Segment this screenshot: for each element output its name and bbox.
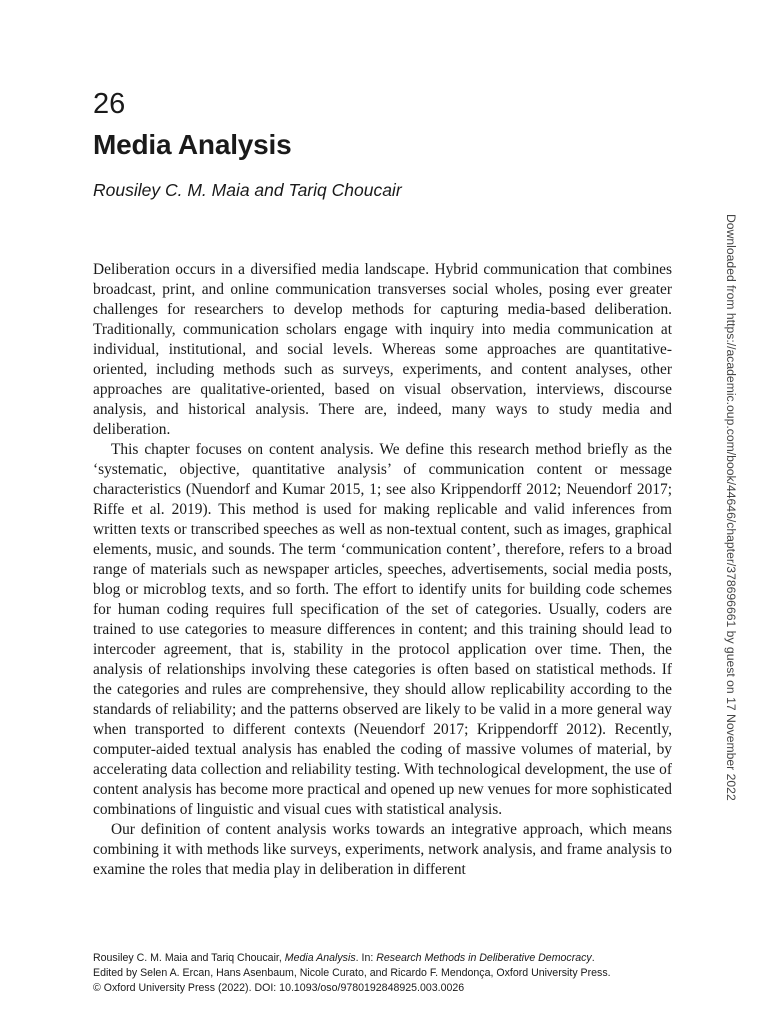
citation-footer [93, 951, 713, 996]
footer-period: . [591, 952, 595, 964]
paragraph: Our definition of content analysis works towards an integrative approach, which means combining it with methods like surveys, experiments, network analysis, and frame analysis to examine the roles that media play in deliberation in different [93, 821, 672, 878]
paragraph: This chapter focuses on content analysis. We define this research method briefly as the ‘systematic, objective, quantitative analysis’ of communication content or message characteristics (Nuendorf and Kumar 2015, 1; see also Krippendorff 2012; Neuendorf 2017; Riffe et al. 2019). This method is used for making replicable and valid inferences from written texts or transcribed speeches as well as non-textual content, such as images, graphical elements, music, and sounds. The term ‘communication content’, therefore, refers to a broad range of materials such as newspaper articles, speeches, advertisements, social media posts, blog or microblog texts, and so forth. The effort to identify units for building code schemes for human coding requires full specification of the set of categories. Usually, coders are trained to use categories to measure differences in content; and this training should lead to intercoder agreement, that is, stability in the protocol application over time. Then, the analysis of relationships involving these categories is often based on statistical methods. If the categories and rules are comprehensive, they should allow replicability according to the standards of reliability; and the patterns observed are likely to be valid in a more general way when transported to different contexts (Neuendorf 2017; Krippendorff 2012). Recently, computer-aided textual analysis has enabled the coding of massive volumes of material, by accelerating data collection and reliability testing. With technological development, the use of content analysis has become more practical and opened up new venues for more sophisticated combinations of linguistic and visual cues with statistical analysis. [93, 441, 672, 818]
paragraph: Deliberation occurs in a diversified media landscape. Hybrid communication that combines broadcast, print, and online communication transverses social wholes, posing ever greater challenges for researchers to develop methods for capturing media-based deliberation. Traditionally, communication scholars engage with inquiry into media communication at individual, institutional, and social levels. Whereas some approaches are quantitative-oriented, including methods such as surveys, experiments, and content analyses, other approaches are qualitative-oriented, based on visual observation, interviews, discourse analysis, and historical analysis. There are, indeed, many ways to study media and deliberation. [93, 261, 672, 438]
footer-line-1 [93, 951, 713, 966]
download-watermark: Downloaded from https://academic.oup.com/book/44646/chapter/378696661 by guest on 17 November 2022 [724, 214, 738, 801]
footer-line-3: © Oxford University Press (2022). DOI: 10.1093/oso/9780192848925.003.0026 [93, 982, 465, 994]
footer-book-title: Research Methods in Deliberative Democracy [376, 952, 592, 964]
footer-in: . In: [355, 952, 377, 964]
footer-line-2: Edited by Selen A. Ercan, Hans Asenbaum, Nicole Curato, and Ricardo F. Mendonça, Oxford University Press. [93, 967, 611, 979]
chapter-authors: Rousiley C. M. Maia and Tariq Choucair [93, 180, 402, 200]
chapter-number: 26 [93, 88, 126, 120]
chapter-title: Media Analysis [93, 129, 292, 160]
body-text [93, 260, 672, 880]
footer-authors: Rousiley C. M. Maia and Tariq Choucair, [93, 952, 285, 964]
footer-chapter-title: Media Analysis [284, 952, 356, 964]
